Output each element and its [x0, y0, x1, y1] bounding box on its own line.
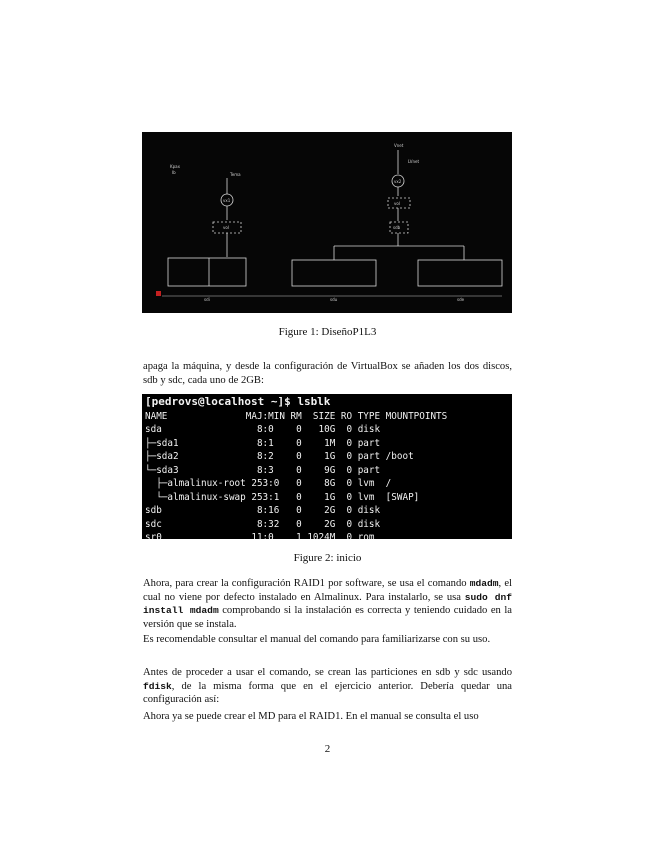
figure2-caption: Figure 2: inicio: [293, 552, 362, 564]
label-left-top: Kpax: [170, 164, 180, 169]
label-right-side: LVnet: [408, 159, 420, 164]
label-bottom-right: sde: [457, 297, 465, 302]
inline-code: fdisk: [143, 680, 172, 692]
terminal-line: ├─sda1 8:1 0 1M 0 part: [145, 437, 381, 449]
paragraph-manual: Es recomendable consultar el manual del comando para familiarizarse con su uso.: [143, 634, 491, 645]
paragraph-text: Antes de proceder a usar el comando, se crean las particiones en sdb y sdc usando: [143, 667, 512, 678]
terminal-line: ├─sda2 8:2 0 1G 0 part /boot: [145, 451, 414, 462]
terminal-line: sdc 8:32 0 2G 0 disk: [145, 518, 381, 530]
label-right-box: sdb: [393, 225, 401, 230]
label-right-node: vx2: [394, 179, 402, 184]
paragraph-intro: apaga la máquina, y desde la configuración de VirtualBox se añaden los dos discos, sdb y sdc, cada uno de 2GB:: [143, 361, 512, 386]
terminal-screenshot: [142, 394, 512, 539]
terminal-prompt: [pedrovs@localhost ~]$ lsblk: [145, 395, 331, 408]
paragraph-md: Ahora ya se puede crear el MD para el RAID1. En el manual se consulta el uso: [143, 711, 479, 722]
terminal-line: sr0 11:0 1 1024M 0 rom: [145, 532, 375, 539]
terminal-line: └─almalinux-swap 253:1 0 1G 0 lvm [SWAP]: [145, 491, 420, 503]
inline-code: mdadm: [469, 578, 499, 589]
red-marker-icon: [156, 291, 161, 296]
figure1-caption: Figure 1: DiseñoP1L3: [278, 326, 377, 338]
paragraph-text: , de la misma forma que en el ejercicio anterior. Debería quedar una configuración así:: [143, 680, 512, 706]
terminal-line: NAME MAJ:MIN RM SIZE RO TYPE MOUNTPOINTS: [145, 410, 448, 422]
paragraph-text: Ahora, para crear la configuración RAID1 por software, se usa el comando: [143, 578, 470, 589]
paragraph-text: , el cual no viene por defecto instalado en Almalinux. Para instalarlo, se usa: [143, 578, 512, 603]
label-left-node: vx1: [223, 198, 231, 203]
terminal-line: sda 8:0 0 10G 0 disk: [145, 424, 381, 435]
left-disk-box: [168, 258, 246, 286]
middle-disk-box: [292, 260, 376, 286]
label-right-dash: vol: [394, 201, 400, 206]
label-bottom-left: sdi: [204, 297, 210, 302]
paragraph-partitions: [143, 666, 512, 707]
terminal-line: └─sda3 8:3 0 9G 0 part: [145, 464, 381, 476]
terminal-line: sdb 8:16 0 2G 0 disk: [145, 505, 381, 516]
label-right-top: Vnet: [394, 143, 404, 148]
right-disk-box: [418, 260, 502, 286]
page-number: 2: [324, 743, 331, 755]
label-left-small: Ib: [172, 170, 176, 175]
label-left-mid: Tema: [230, 172, 241, 177]
paragraph-raid: [143, 577, 512, 631]
terminal-line: ├─almalinux-root 253:0 0 8G 0 lvm /: [145, 478, 392, 489]
figure-diagram: [142, 132, 512, 313]
label-bottom-mid: sdu: [330, 297, 338, 302]
inline-code: sudo dnf install mdadm: [143, 591, 512, 617]
label-left-box: vol: [223, 225, 229, 230]
diagram-svg: [142, 132, 512, 313]
paragraph-text: comprobando si la instalación es correcta y teniendo cuidado en la versión que se instala.: [143, 605, 512, 630]
